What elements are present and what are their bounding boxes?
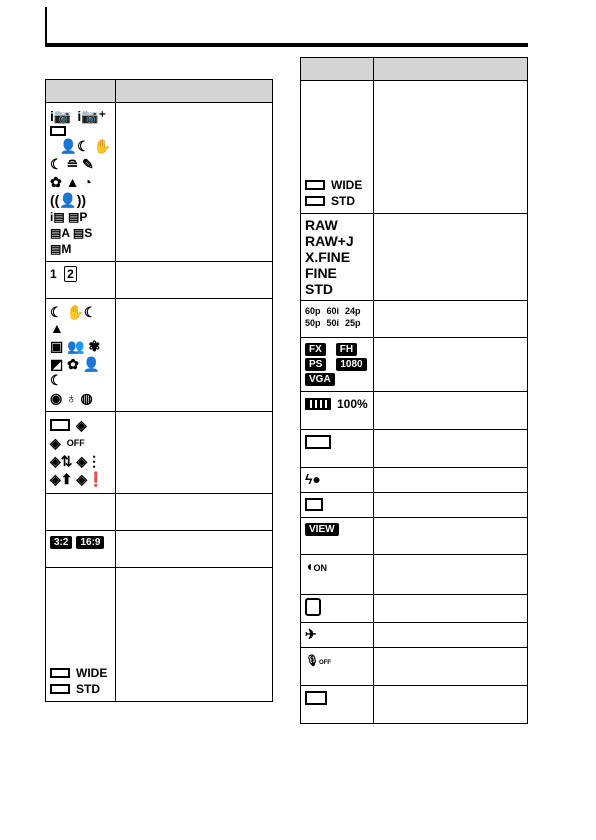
right-header-desc (374, 58, 528, 81)
format-vga-icon: VGA (305, 373, 335, 386)
battery-icons (301, 392, 374, 430)
flash-charge-desc (374, 468, 528, 493)
format-1080-icon: 1080 (336, 358, 366, 371)
quality-icons (301, 214, 374, 301)
quality-raw: RAW (305, 217, 338, 233)
panorama-std-icon (50, 684, 70, 694)
af-frame-icon (305, 498, 323, 511)
effect-icons-row1: ☾ ✋☾ ▲ (50, 304, 97, 336)
right-icon-table (300, 57, 528, 724)
effect-icons-row3: ◩ ✿ 👤☾ (50, 356, 101, 388)
aspect-ratio-desc (116, 531, 273, 568)
blank-icon-cell (46, 494, 116, 531)
nfc-light-icon: ◖ (305, 558, 314, 574)
view-icons (301, 518, 374, 555)
n-mark-icon (305, 598, 321, 616)
airplane-icon: ✈ (305, 626, 317, 642)
wifi-off-label: OFF (66, 438, 85, 448)
movie-format-icons (301, 338, 374, 392)
picture-effect-icons (46, 299, 116, 412)
mic-off-label: OFF (318, 660, 331, 666)
left-header-icon (46, 80, 116, 103)
picture-effect-desc (116, 299, 273, 412)
mic-off-icons (301, 648, 374, 686)
panorama-size-icons (46, 568, 116, 702)
mic-icon: 🎙 (305, 655, 319, 667)
battery-icon (305, 398, 331, 410)
nfc-icons (301, 555, 374, 595)
flash-charge-icons (301, 468, 374, 493)
wifi-desc (116, 412, 273, 494)
nfc-on-label: ON (313, 563, 327, 573)
memory-desc (116, 262, 273, 299)
quality-raw-j: RAW+J (305, 233, 354, 249)
airplane-desc (374, 623, 528, 648)
fr-50p: 50p (305, 318, 321, 328)
wifi-icons (46, 412, 116, 494)
scene-icons-row3: ✿ ▲ ◔ (50, 174, 92, 190)
fr-24p: 24p (345, 306, 361, 316)
effect-icons-row4: ◉ ♁ ◍ (50, 390, 93, 406)
panorama-std-icon (305, 196, 325, 206)
aspect-3-2-icon: 3:2 (50, 536, 72, 549)
sweep-desc (374, 686, 528, 724)
intelligent-auto-icon: i📷 (50, 108, 72, 124)
scene-icons-row2: ☾ ≘ ✎ (50, 156, 94, 172)
movie-mode-icons-as: ▤A ▤S (50, 226, 93, 240)
quality-fine: FINE (305, 265, 337, 281)
sweep-icons (301, 686, 374, 724)
effect-icons-row2: ▣ 👥 ✾ (50, 338, 101, 354)
wifi-icon: ◈ (76, 417, 87, 433)
n-mark-desc (374, 595, 528, 623)
fr-60i: 60i (326, 306, 340, 316)
frame-rate-desc (374, 301, 528, 338)
scene-icons-row4: ((👤)) (50, 192, 87, 208)
header-vertical-bar (45, 7, 47, 47)
aspect-ratio-icons (46, 531, 116, 568)
battery-desc (374, 392, 528, 430)
frame-rate-icons (301, 301, 374, 338)
wifi-transfer-icon: ◈⇅ ◈⋮ (50, 453, 102, 469)
sweep-panorama-icon (50, 126, 66, 136)
scene-mode-desc (116, 103, 273, 262)
battery-low-icons (301, 430, 374, 468)
left-icon-table (45, 79, 273, 702)
aspect-16-9-icon: 16:9 (76, 536, 104, 549)
movie-mode-icons-m: ▤M (50, 242, 72, 256)
battery-low-desc (374, 430, 528, 468)
left-header-desc (116, 80, 273, 103)
panorama-icons-right (301, 81, 374, 214)
scene-icons-row1: 👤☾ ✋ (59, 138, 111, 154)
af-frame-icons (301, 493, 374, 518)
airplane-icons (301, 623, 374, 648)
panorama-desc-right (374, 81, 528, 214)
format-fh-icon: FH (336, 343, 357, 356)
mic-off-desc (374, 648, 528, 686)
blank-desc (116, 494, 273, 531)
quality-desc (374, 214, 528, 301)
format-ps-icon: PS (305, 358, 326, 371)
card-icon (50, 419, 70, 431)
wifi-upload-icon: ◈⬆ ◈❗ (50, 471, 105, 487)
scene-mode-icons (46, 103, 116, 262)
panorama-size-desc (116, 568, 273, 702)
battery-empty-icon (305, 435, 331, 449)
view-icon: VIEW (305, 523, 339, 536)
fr-50i: 50i (326, 318, 340, 328)
af-frame-desc (374, 493, 528, 518)
memory-icons (46, 262, 116, 299)
header-rule (45, 43, 528, 47)
panorama-std-label: STD (76, 682, 100, 696)
panorama-wide-label: WIDE (331, 178, 363, 192)
quality-std: STD (305, 281, 333, 297)
right-header-icon (301, 58, 374, 81)
n-mark-icons (301, 595, 374, 623)
wifi-off-icon: ◈ (50, 435, 61, 451)
quality-xfine: X.FINE (305, 249, 351, 265)
nfc-desc (374, 555, 528, 595)
view-desc (374, 518, 528, 555)
panorama-wide-icon (50, 668, 70, 678)
sweep-direction-icon (305, 691, 327, 705)
panorama-wide-icon (305, 180, 325, 190)
battery-percent: 100% (337, 397, 368, 411)
flash-charge-icon: ϟ● (305, 471, 321, 487)
panorama-wide-label: WIDE (76, 666, 108, 680)
fr-60p: 60p (305, 306, 321, 316)
memory-1: 1 (50, 267, 57, 281)
movie-mode-icons: i▤ ▤P (50, 210, 88, 224)
superior-auto-icon: i📷⁺ (77, 108, 107, 124)
memory-2: 2 (64, 266, 77, 282)
panorama-std-label: STD (331, 194, 355, 208)
fr-25p: 25p (345, 318, 361, 328)
movie-format-desc (374, 338, 528, 392)
format-fx-icon: FX (305, 343, 326, 356)
